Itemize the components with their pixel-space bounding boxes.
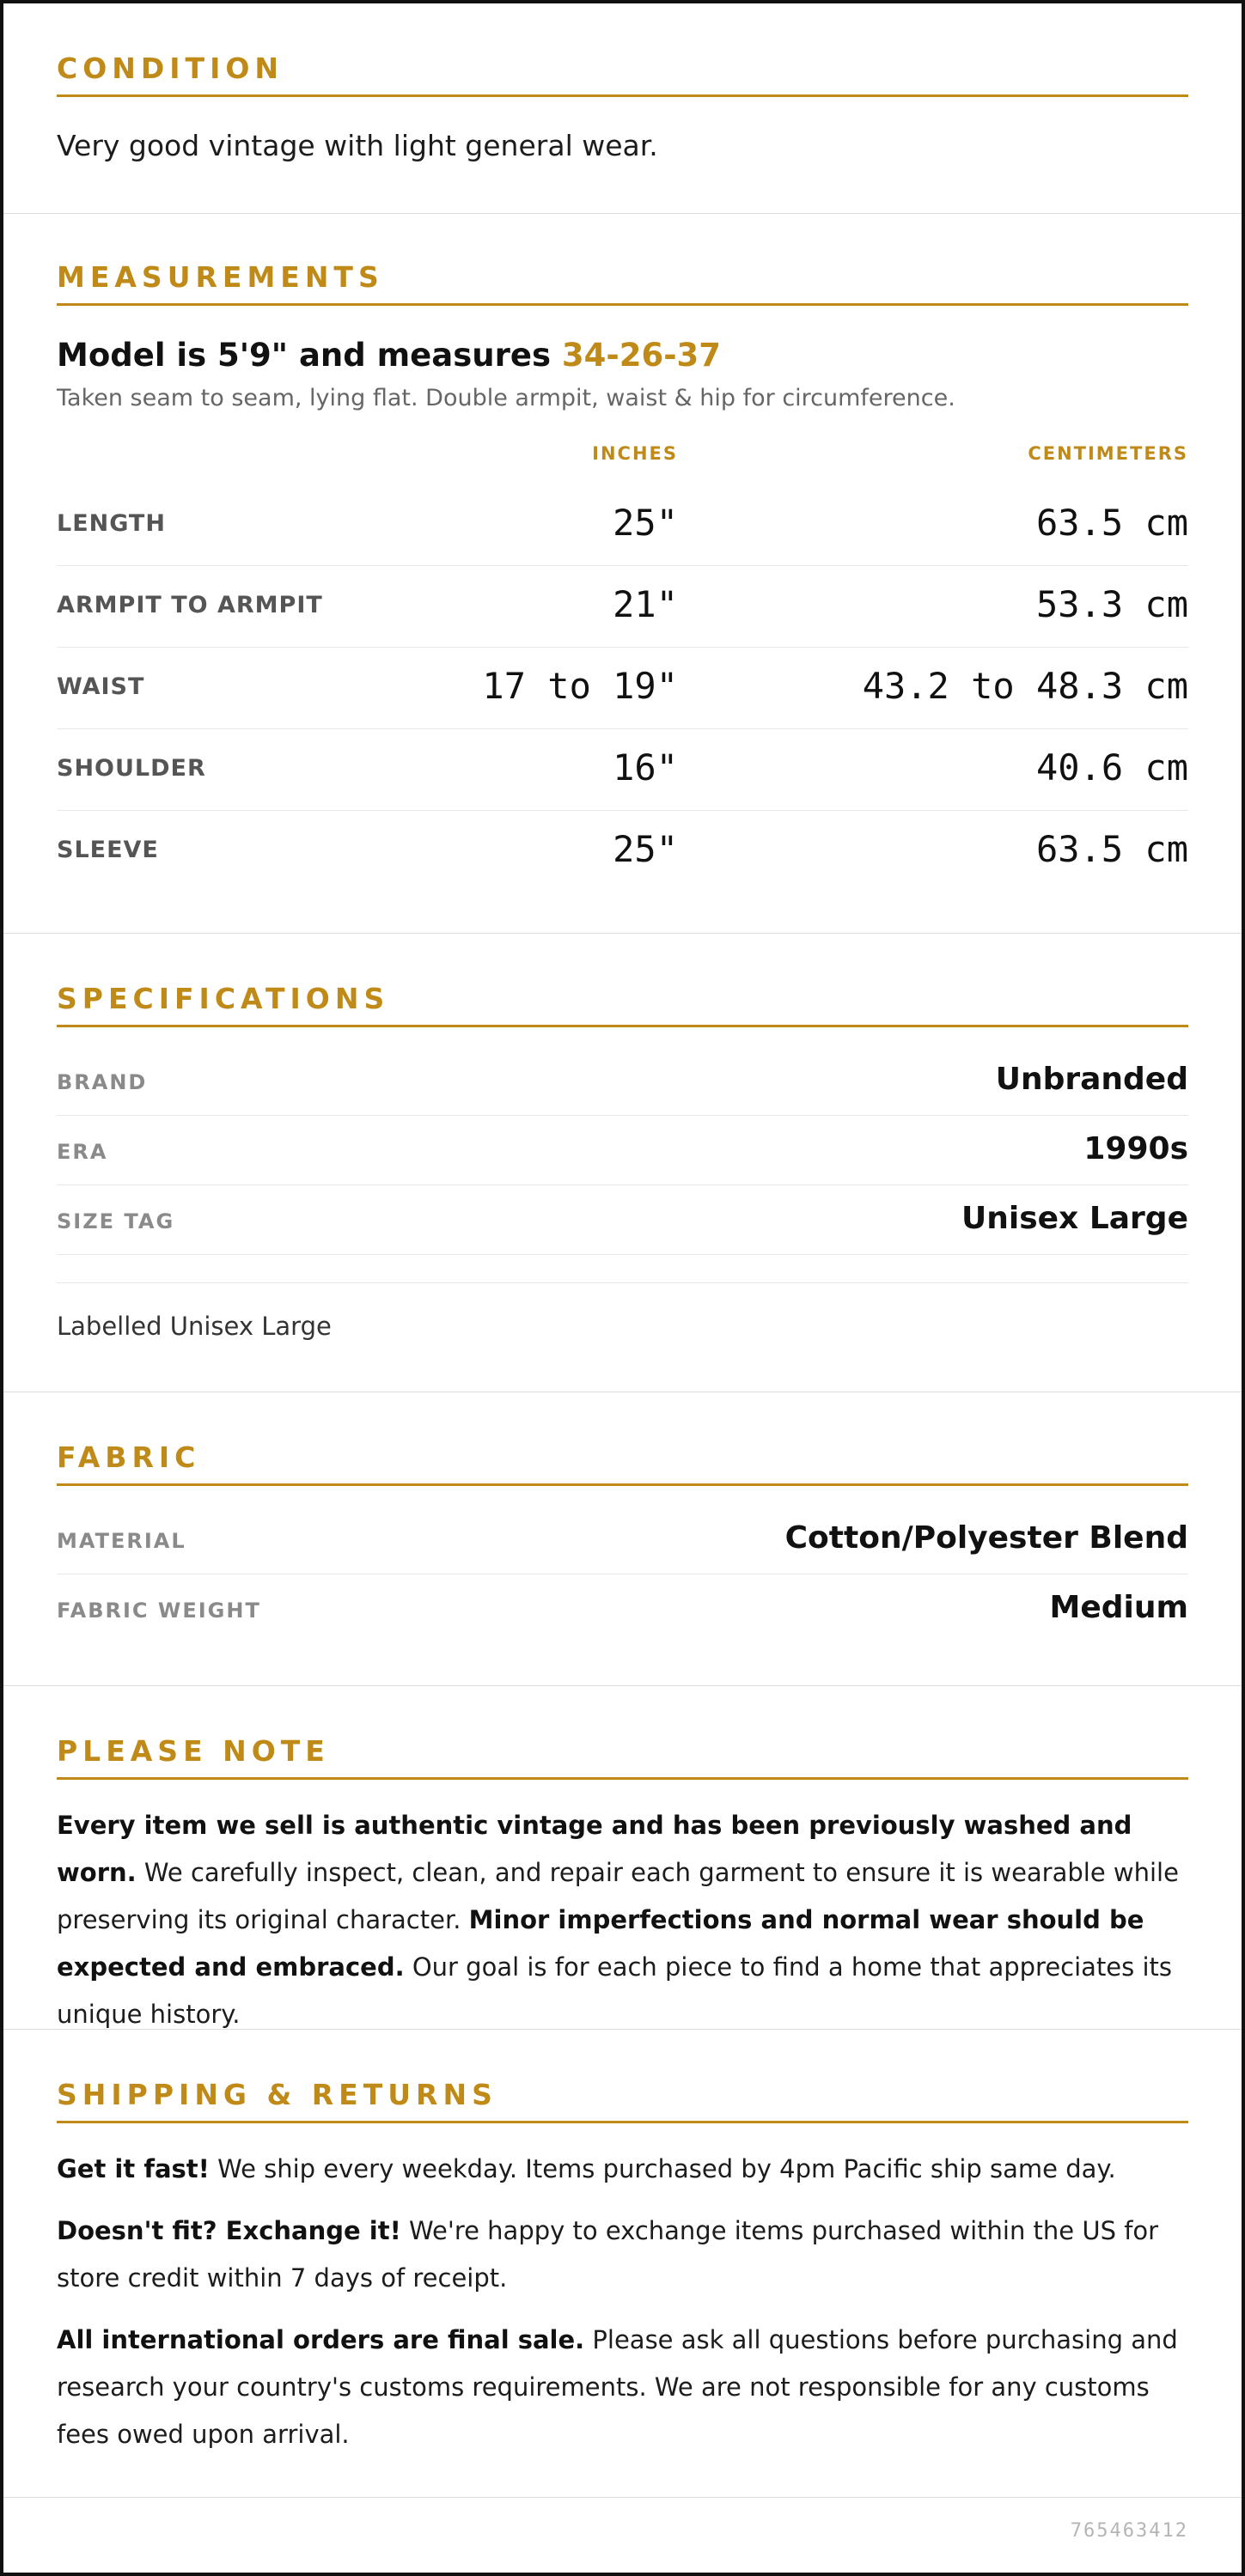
shipping-text: We ship every weekday. Items purchased by 4pm Pacific ship same day. [209,2154,1116,2183]
divider [57,1255,1188,1283]
measurement-inches: 17 to 19" [482,665,678,707]
model-measures: 34-26-37 [561,337,722,374]
spec-label: ERA [57,1140,108,1164]
condition-section [3,3,1242,214]
please-note-section [3,1686,1242,2030]
exchange-text: We're happy to exchange items purchased within the US for store credit within 7 days of receipt. [57,2216,1159,2293]
spacer [57,1486,1188,1505]
international-bold: All international orders are final sale. [57,2325,585,2354]
measurement-cm: 40.6 cm [1035,746,1188,789]
measurement-column-headers [57,431,1188,484]
measurement-label: SHOULDER [57,755,206,782]
fabric-row-material [57,1505,1188,1574]
model-info [57,333,1188,378]
spec-value: 1990s [1083,1131,1188,1166]
measurement-inches: 25" [613,502,678,544]
measurement-cm: 63.5 cm [1035,502,1188,544]
measurement-cm: 63.5 cm [1035,828,1188,870]
measurement-row [57,648,1188,729]
shipping-returns-heading: SHIPPING & RETURNS [57,2076,1188,2123]
exchange-bold: Doesn't fit? Exchange it! [57,2216,401,2245]
measurement-inches: 21" [613,583,678,625]
note-text-2: Our goal is for each piece to find a home that appreciates its unique history. [57,1952,1173,2029]
please-note-heading: PLEASE NOTE [57,1733,1188,1780]
fabric-label: MATERIAL [57,1529,186,1553]
condition-text: Very good vintage with light general wear. [57,129,658,162]
specifications-heading: SPECIFICATIONS [57,980,1188,1027]
measurement-row [57,566,1188,648]
measurement-label: ARMPIT TO ARMPIT [57,592,323,618]
measurement-inches: 25" [613,828,678,870]
note-bold-1: Every item we sell is authentic vintage and has been previously washed and worn. [57,1811,1132,1887]
inches-column-header: INCHES [592,443,678,464]
shipping-paragraph [57,2146,1188,2193]
exchange-paragraph [57,2208,1188,2302]
measurements-heading: MEASUREMENTS [57,259,1188,306]
measurements-section [3,214,1242,934]
spec-label: SIZE TAG [57,1209,175,1233]
size-tag-note: Labelled Unisex Large [57,1312,332,1341]
specifications-section [3,934,1242,1392]
note-text-1: We carefully inspect, clean, and repair each garment to ensure it is wearable while preserving its original character. [57,1858,1179,1934]
fabric-value: Cotton/Polyester Blend [784,1520,1188,1556]
measurement-cm: 43.2 to 48.3 cm [862,665,1188,707]
product-id: 765463412 [1070,2520,1188,2542]
spec-label: BRAND [57,1070,148,1094]
measurements-note: Taken seam to seam, lying flat. Double armpit, waist & hip for circumference. [57,385,955,411]
note-bold-2: Minor imperfections and normal wear should be expected and embraced. [57,1905,1144,1982]
footer [3,2498,1242,2575]
spec-row-brand [57,1046,1188,1116]
shipping-bold: Get it fast! [57,2154,210,2183]
measurement-row [57,811,1188,892]
fabric-label: FABRIC WEIGHT [57,1599,261,1623]
measurement-label: WAIST [57,673,145,700]
measurement-row [57,484,1188,566]
fabric-value: Medium [1049,1590,1188,1625]
fabric-section [3,1392,1242,1686]
fabric-heading: FABRIC [57,1439,1188,1486]
fabric-row-weight [57,1574,1188,1643]
international-text: Please ask all questions before purchasing and research your country's customs requirements. We are not responsible for any customs fees owed upon arrival. [57,2325,1178,2449]
measurement-row [57,729,1188,811]
model-info-prefix: Model is 5'9" and measures [57,337,562,374]
international-paragraph [57,2317,1188,2458]
shipping-returns-section [3,2030,1242,2498]
measurement-cm: 53.3 cm [1035,583,1188,625]
measurement-inches: 16" [613,746,678,789]
please-note-text [57,1802,1188,2038]
centimeters-column-header: CENTIMETERS [1028,443,1188,464]
spec-row-era [57,1116,1188,1185]
measurement-label: LENGTH [57,510,166,537]
condition-heading: CONDITION [57,50,1188,97]
spacer [57,1027,1188,1046]
spec-value: Unbranded [995,1062,1188,1097]
spec-row-size-tag [57,1185,1188,1255]
spec-value: Unisex Large [961,1201,1188,1236]
measurement-label: SLEEVE [57,837,159,863]
